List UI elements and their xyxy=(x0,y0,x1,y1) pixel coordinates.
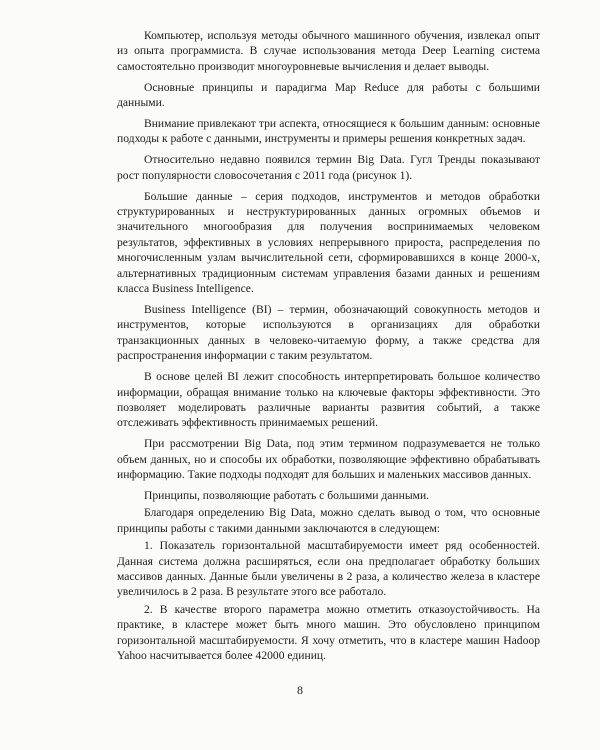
paragraph-principles-heading: Принципы, позволяющие работать с большими данными. xyxy=(144,488,430,502)
list-item-fault-tolerance: 2. В качестве второго параметра можно отметить отказоустойчивость. На практике, в кластере может быть много машин. Это обусловлено принципом горизонтальной масштабируемости. Я хочу отметить, что в кластере машин Hadoop Yahoo насчитывается более 42000 единиц. xyxy=(117,602,540,663)
paragraph-principles-intro: Благодаря определению Big Data, можно сделать вывод о том, что основные принципы работы с такими данными заключаются в следующем: xyxy=(117,506,540,535)
list-item-horizontal-scalability: 1. Показатель горизонтальной масштабируемости имеет ряд особенностей. Данная система должна расширяться, если она предполагает обработку больших массивов данных. Данные были увеличены в 2 раза, а количество железа в кластере увеличилось в 2 раза. В результате этого все работало. xyxy=(117,539,540,599)
paragraph-big-data-processing: При рассмотрении Big Data, под этим термином подразумевается не только объем данных, но и способы их обработки, позволяющие эффективно обрабатывать информацию. Такие подходы подходят для больших и маленьких массивов данных. xyxy=(117,437,540,482)
body-text xyxy=(117,28,540,669)
page-number: 8 xyxy=(297,683,303,697)
paragraph-deep-learning: Компьютер, используя методы обычного машинного обучения, извлекал опыт из опыта программиста. В случае использования метода Deep Learning система самостоятельно производит многоуровневые вычисления и делает выводы. xyxy=(117,29,540,73)
paragraph-business-intelligence: Business Intelligence (BI) – термин, обозначающий совокупность методов и инструментов, которые используются в организациях для обработки транзакционных данных в человеко-читаемую форму, а также средства для распространения информации с таким результатом. xyxy=(117,303,540,363)
paragraph-big-data-term: Относительно недавно появился термин Big Data. Гугл Тренды показывают рост популярности словосочетания с 2011 года (рисунок 1). xyxy=(117,153,540,182)
paragraph-bi-goals: В основе целей BI лежит способность интерпретировать большое количество информации, обращая внимание только на ключевые факторы эффективности. Это позволяет моделировать различные варианты развития событий, а также отслеживать эффективность принимаемых решений. xyxy=(117,370,540,430)
paragraph-three-aspects: Внимание привлекают три аспекта, относящиеся к большим данным: основные подходы к работе с данными, инструменты и примеры решения конкретных задач. xyxy=(117,117,540,146)
paragraph-map-reduce: Основные принципы и парадигма Map Reduce для работы с большими данными. xyxy=(117,80,540,110)
paragraph-big-data-definition: Большие данные – серия подходов, инструментов и методов обработки структурированных и неструктурированных данных огромных объемов и значительного многообразия для получения воспринимаемых человеком результатов, эффективных в условиях непрерывного прироста, распределения по многочисленным узлам вычислительной сети, сформировавшихся в конце 2000-х, альтернативных традиционным системам управления базами данных и решениям класса Business Intelligence. xyxy=(117,189,540,296)
